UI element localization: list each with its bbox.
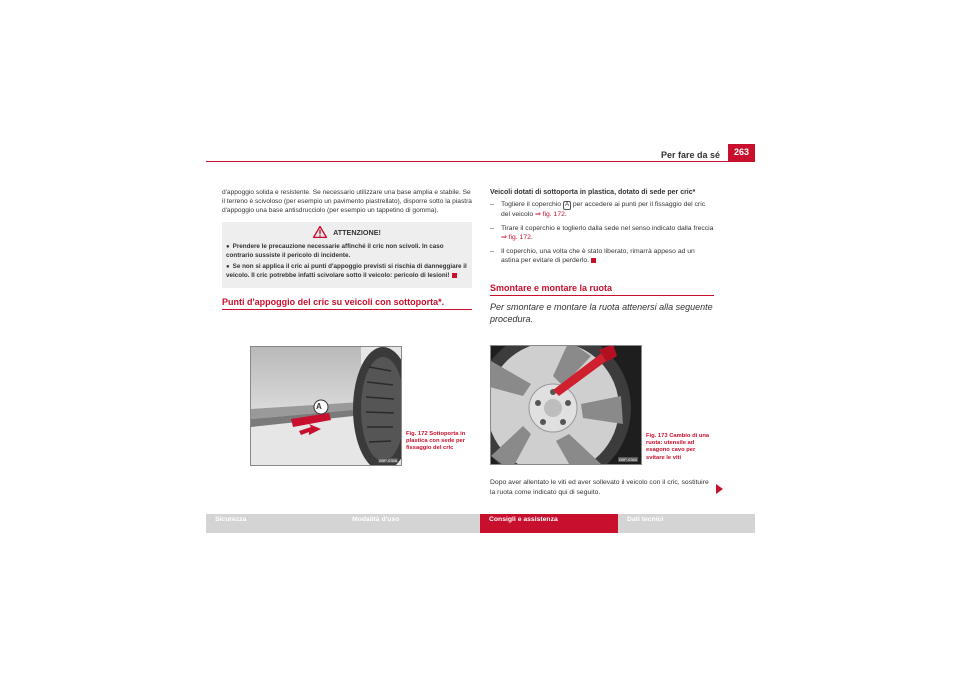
header-rule (206, 161, 755, 162)
footer-tab-sicurezza[interactable]: Sicurezza (215, 516, 247, 523)
footer-tab-dati-tecnici[interactable]: Dati tecnici (627, 516, 664, 523)
label-a-badge: A (564, 202, 569, 208)
page-header-title: Per fare da sé (660, 150, 720, 160)
figure-code: B5P-0358 (379, 458, 397, 463)
warning-box (222, 222, 472, 288)
bullet-icon: ● (226, 244, 230, 250)
footer-tab-consigli-assistenza[interactable]: Consigli e assistenza (480, 514, 618, 533)
figure-172-caption: Fig. 172 Sottoporta in plastica con sede per fissaggio del cric (406, 431, 466, 452)
body-paragraph: Dopo aver allentato le viti ed aver sollevato il veicolo con il cric, sostituire la ruota come indicato qui di seguito. (490, 479, 709, 496)
right-column (490, 188, 714, 325)
bullet-icon: ● (226, 264, 230, 271)
figure-reference-link[interactable]: ⇒ fig. 172 (501, 234, 531, 241)
body-paragraph: d'appoggio solida e resistente. Se necessario utilizzare una base amplia e stabile. Se il terreno è scivoloso (per esempio un pavimento piastrellato), disporre sotto la piastra d'appoggio una base antisdrucciolo (per esempio un tappetino di gomma). (222, 189, 472, 214)
section-title-jack-points: Punti d'appoggio del cric su veicoli con sottoporta*. (222, 298, 472, 310)
warning-item: ● Se non si applica il cric ai punti d'appoggio previsti si rischia di danneggiare il veicolo. Il cric potrebbe infatti scivolare sotto il veicolo: pericolo di lesioni! (226, 263, 467, 279)
section-title-wheel-change: Smontare e montare la ruota (490, 284, 714, 296)
instruction-step: – Il coperchio, una volta che è stato liberato, rimarrà appeso ad un astina per evitare di perderlo. (490, 247, 695, 264)
warning-title-text: ATTENZIONE! (333, 227, 381, 237)
subheading: Veicoli dotati di sottoporta in plastica, dotato di sede per cric* (490, 189, 696, 196)
section-intro: Per smontare e montare la ruota attenersi alla seguente procedura. (490, 301, 713, 324)
warning-triangle-icon (313, 226, 327, 238)
figure-reference-link[interactable]: ⇒ fig. 172 (535, 211, 565, 218)
sill-illustration (251, 347, 401, 465)
end-of-section-icon (591, 258, 596, 263)
figure-173-caption: Fig. 173 Cambio di una ruota: utensile ad esagono cavo per svitare le viti (646, 433, 710, 461)
left-column (222, 188, 472, 310)
footer-nav (206, 514, 755, 533)
continue-arrow-icon (716, 484, 723, 494)
figure-code: B5P-0360 (619, 457, 637, 462)
warning-item: ● Prendere le precauzione necessarie affinché il cric non scivoli. In caso contrario sussiste il pericolo di incidente. (226, 243, 444, 259)
figure-173 (490, 345, 642, 465)
end-of-section-icon (452, 273, 457, 278)
closing-paragraph-block (490, 478, 712, 497)
figure-label-a: A (316, 402, 322, 411)
instruction-step: – Tirare il coperchio e toglierlo dalla sede nel senso indicato dalla freccia ⇒ fig. 172. (490, 224, 714, 241)
wheel-illustration (491, 346, 641, 464)
footer-tab-modalita-uso[interactable]: Modalità d'uso (352, 516, 400, 523)
figure-172 (250, 346, 402, 466)
warning-title (226, 226, 468, 238)
page-number: 263 (728, 144, 755, 161)
instruction-step: – Togliere il coperchio A per accedere ai punti per il fissaggio del cric del veicolo ⇒ fig. 172. (490, 201, 706, 218)
